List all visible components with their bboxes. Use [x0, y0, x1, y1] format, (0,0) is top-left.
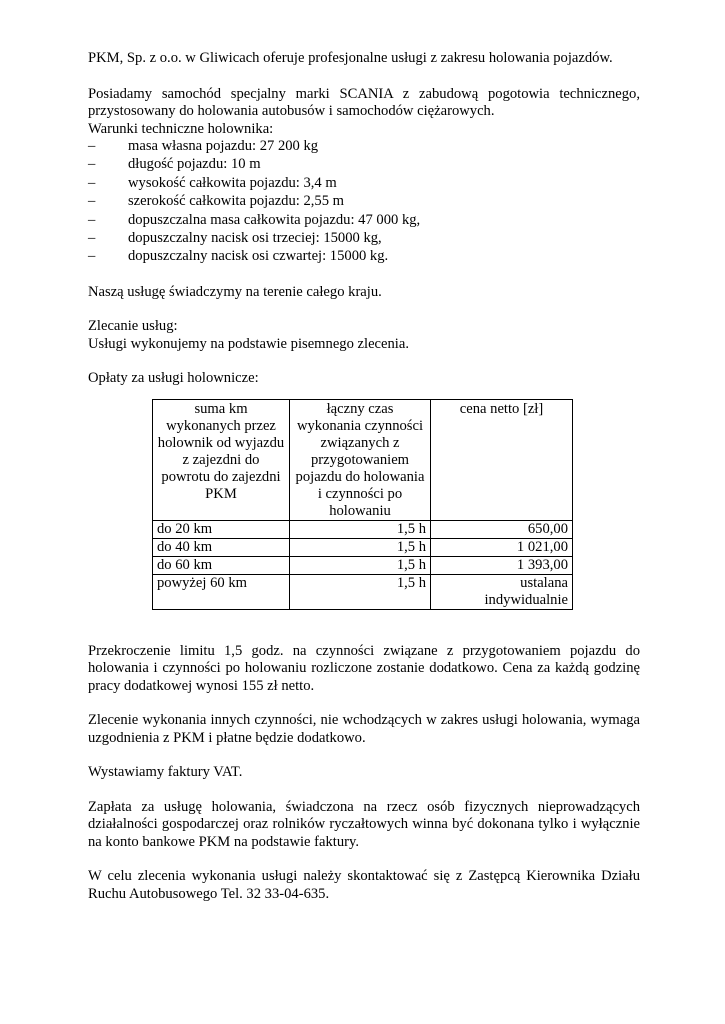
- document-page: [88, 50, 640, 903]
- cell-time: 1,5 h: [290, 538, 431, 556]
- spec-text: dopuszczalny nacisk osi trzeciej: 15000 kg,: [128, 229, 382, 246]
- list-item: [88, 138, 640, 156]
- intro-paragraph: PKM, Sp. z o.o. w Gliwicach oferuje profesjonalne usługi z zakresu holowania pojazdów.: [88, 50, 613, 66]
- list-item: [88, 248, 640, 266]
- dash-bullet: –: [88, 229, 96, 246]
- table-header-row: [153, 399, 573, 520]
- table-row: [153, 556, 573, 574]
- spec-text: wysokość całkowita pojazdu: 3,4 m: [128, 174, 337, 191]
- ordering-heading: Zlecanie usług:: [88, 318, 178, 335]
- table-row: [153, 520, 573, 538]
- table-row: [153, 574, 573, 609]
- dash-bullet: –: [88, 156, 96, 173]
- spec-text: masa własna pojazdu: 27 200 kg: [128, 138, 319, 154]
- ordering-text: Usługi wykonujemy na podstawie pisemnego zlecenia.: [88, 335, 409, 352]
- specs-heading: Warunki techniczne holownika:: [88, 120, 274, 137]
- cell-time: 1,5 h: [290, 574, 431, 609]
- cell-price: 1 393,00: [431, 556, 573, 574]
- spec-text: długość pojazdu: 10 m: [128, 156, 261, 173]
- contact-paragraph: W celu zlecenia wykonania usługi należy skontaktować się z Zastępcą Kierownika Działu Ruchu Autobusowego Tel. 32 33-04-635.: [88, 868, 640, 902]
- list-item: [88, 212, 640, 230]
- list-item: [88, 175, 640, 193]
- dash-bullet: –: [88, 248, 96, 265]
- spec-text: szerokość całkowita pojazdu: 2,55 m: [128, 193, 345, 210]
- header-time: łączny czas wykonania czynności związanych z przygotowaniem pojazdu do holowania i czynności po holowaniu: [290, 399, 431, 520]
- list-item: [88, 230, 640, 248]
- fees-table: [152, 399, 573, 610]
- other-services-paragraph: Zlecenie wykonania innych czynności, nie wchodzących w zakres usługi holowania, wymaga uzgodnienia z PKM i płatne będzie dodatkowo.: [88, 712, 640, 746]
- payment-paragraph: Zapłata za usługę holowania, świadczona na rzecz osób fizycznych nieprowadzących działalności gospodarczej oraz rolników ryczałtowych winna być dokonana tylko i wyłącznie na konto bankowe PKM na podstawie faktury.: [88, 798, 640, 850]
- cell-price: 1 021,00: [431, 538, 573, 556]
- overtime-paragraph: Przekroczenie limitu 1,5 godz. na czynności związane z przygotowaniem pojazdu do holowania i czynności po holowaniu rozliczone zostanie dodatkowo. Cena za każdą godzinę pracy dodatkowej wynosi 155 zł netto.: [88, 642, 640, 694]
- header-price: cena netto [zł]: [431, 399, 573, 520]
- coverage-paragraph: Naszą usługę świadczymy na terenie całego kraju.: [88, 283, 382, 300]
- cell-time: 1,5 h: [290, 556, 431, 574]
- cell-price: 650,00: [431, 520, 573, 538]
- header-distance: suma km wykonanych przez holownik od wyjazdu z zajezdni do powrotu do zajezdni PKM: [153, 399, 290, 520]
- cell-distance: do 40 km: [153, 538, 290, 556]
- list-item: [88, 193, 640, 211]
- cell-distance: do 60 km: [153, 556, 290, 574]
- spec-text: dopuszczalny nacisk osi czwartej: 15000 kg.: [128, 248, 389, 265]
- vat-paragraph: Wystawiamy faktury VAT.: [88, 764, 243, 781]
- table-row: [153, 538, 573, 556]
- vehicle-description: Posiadamy samochód specjalny marki SCANIA z zabudową pogotowia technicznego, przystosowany do holowania autobusów i samochodów ciężarowych.: [88, 85, 640, 119]
- cell-distance: do 20 km: [153, 520, 290, 538]
- dash-bullet: –: [88, 193, 96, 210]
- list-item: [88, 156, 640, 174]
- dash-bullet: –: [88, 138, 96, 154]
- fees-heading: Opłaty za usługi holownicze:: [88, 370, 259, 387]
- cell-time: 1,5 h: [290, 520, 431, 538]
- cell-distance: powyżej 60 km: [153, 574, 290, 609]
- spec-text: dopuszczalna masa całkowita pojazdu: 47 000 kg,: [128, 211, 421, 228]
- specs-list: [88, 138, 640, 267]
- cell-price: ustalana indywidualnie: [431, 574, 573, 609]
- dash-bullet: –: [88, 174, 96, 191]
- dash-bullet: –: [88, 211, 96, 228]
